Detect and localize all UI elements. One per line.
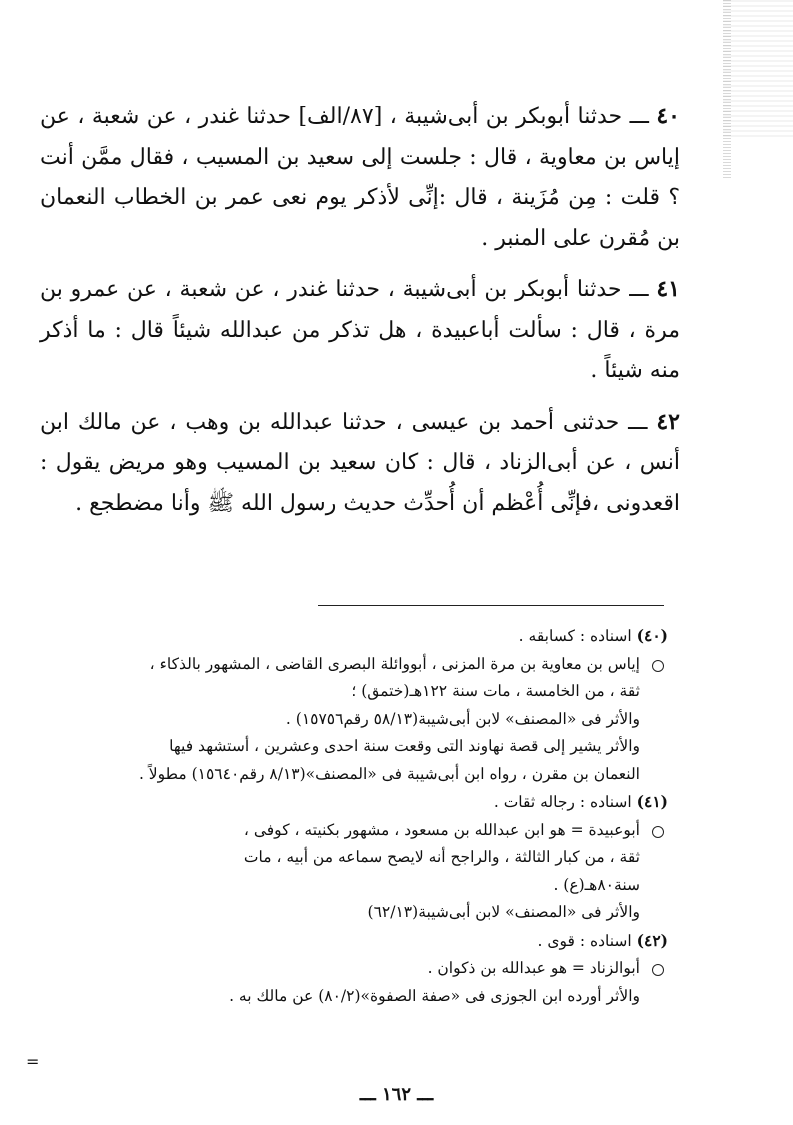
footnote-number: (٤٠) <box>636 626 668 645</box>
circle-bullet-icon <box>652 964 664 976</box>
paragraph-line: ابن أنس ، عن أبى‌الزناد ، قال : كان سعيد بن المسيب وهو <box>40 409 680 475</box>
footnote-bullet <box>46 651 668 706</box>
paragraph-line: حدثنا أبوبكر بن أبى‌شيبة ، حدثنا غندر ، عن شعبة ، عن <box>127 277 622 302</box>
paragraph-line: مريض يقول : اقعدونى ،فإنِّى أُعْظم أن أُحدِّث حديث رسول الله <box>40 450 680 516</box>
footnote-divider <box>318 605 664 606</box>
main-text <box>40 96 680 534</box>
footnote-line: النعمان بن مقرن ، رواه ابن أبى‌شيبة فى «المصنف»(٨/١٣ رقم١٥٦٤٠) مطولاً . <box>138 764 640 783</box>
footnote-line: إياس بن معاوية بن مرة المزنى ، أبووائلة البصرى القاضى ، المشهور بالذكاء ، <box>149 654 640 673</box>
hadith-paragraph-40: ٤٠ ـــ حدثنا أبوبكر بن أبى‌شيبة ، [٨٧/الف] حدثنا غندر ، عن شعبة ، عن إياس بن معاوية ، قال : جلست إلى سعيد بن المسيب ، فقال ممَّن أنت ؟ قلت : مِن مُزَينة ، قال :إنِّى لأذكر يوم نعى عمر بن الخطاب النعمان بن مُقرن على المنبر . <box>40 103 680 251</box>
paragraph-line: شعبة ، عن إياس بن معاوية ، قال : جلست إلى سعيد بن <box>40 104 680 170</box>
paragraph-line: قال : ما أذكر منه شيئاً . <box>40 317 680 383</box>
footnote-line: والأثر فى «المصنف» لابن أبى‌شيبة(٥٨/١٣ رقم١٥٧٥٦) . <box>285 709 640 728</box>
paragraph-line: يوم نعى عمر بن الخطاب النعمان بن مُقرن على المنبر . <box>40 185 680 251</box>
footnote-line: أبوعبيدة = هو ابن عبدالله بن مسعود ، مشهور بكنيته ، كوفى ، <box>243 820 640 839</box>
paragraph-line: حدثنى أحمد بن عيسى ، حدثنا عبدالله بن وهب ، عن مالك <box>77 409 620 435</box>
footnote-line: سنة٨٠هـ(ع) . <box>553 875 640 894</box>
footnote-head-42 <box>46 927 668 956</box>
circle-bullet-icon <box>652 660 664 672</box>
hadith-paragraph-41: ٤١ ـــ حدثنا أبوبكر بن أبى‌شيبة ، حدثنا غندر ، عن شعبة ، عن عمرو بن مرة ، قال : سألت أباعبيدة ، هل تذكر من عبدالله شيئاً قال : ما أذكر منه شيئاً . <box>40 276 681 383</box>
footnote-line: ثقة ، من الخامسة ، مات سنة ١٢٢هـ(ختمق) ؛ <box>351 682 640 700</box>
footnote-bullet <box>46 955 668 983</box>
paragraph-line: المسيب ، فقال ممَّن أنت ؟ قلت : مِن مُزَينة ، قال :إنِّى لأذكر <box>40 144 680 210</box>
footnote-head-40 <box>46 622 668 651</box>
footnote-head-text: اسناده : كسابقه . <box>518 627 632 645</box>
hadith-paragraph-42: ٤٢ ـــ حدثنى أحمد بن عيسى ، حدثنا عبدالله بن وهب ، عن مالك ابن أنس ، عن أبى‌الزناد ، قال : كان سعيد بن المسيب وهو مريض يقول : اقعدونى ،فإنِّى أُعْظم أن أُحدِّث حديث رسول الله ﷺ وأنا مضطجع . <box>40 408 680 516</box>
scan-edge-noise <box>723 0 793 140</box>
paragraph-line: ﷺ وأنا مضطجع . <box>75 490 235 516</box>
footnotes <box>46 622 668 1010</box>
page-number: ـــ ١٦٢ ـــ <box>359 1084 434 1105</box>
footnote-head-text: اسناده : رجاله ثقات . <box>493 793 632 811</box>
margin-mark: = <box>26 1052 40 1071</box>
paragraph-line: حدثنا أبوبكر بن أبى‌شيبة ، [٨٧/الف] حدثنا غندر ، عن <box>146 104 623 129</box>
footnote-head-41 <box>46 788 668 817</box>
footnote-line: والأثر فى «المصنف» لابن أبى‌شيبة(٦٢/١٣) <box>367 903 640 921</box>
circle-bullet-icon <box>652 826 664 838</box>
footnote-number: (٤٢) <box>636 930 668 950</box>
footnote-line: أبوالزناد = هو عبدالله بن ذكوان . <box>427 959 640 977</box>
footnote-line: والأثر يشير إلى قصة نهاوند التى وقعت سنة احدى وعشرين ، أستشهد فيها <box>169 737 640 755</box>
paragraph-number: ٤٠ <box>656 103 680 129</box>
footnote-bullet <box>46 817 668 900</box>
footnote-number: (٤١) <box>636 792 668 811</box>
paragraph-line: عمرو بن مرة ، قال : سألت أباعبيدة ، هل تذكر من عبدالله شيئاً <box>40 277 681 343</box>
footnote-line: والأثر أورده ابن الجوزى فى «صفة الصفوة»(٨٠/٢) عن مالك به . <box>229 986 640 1005</box>
footnote-line: ثقة ، من كبار الثالثة ، والراجح أنه لايصح سماعه من أبيه ، مات <box>243 848 640 866</box>
footnote-head-text: اسناده : قوى . <box>537 931 632 950</box>
paragraph-number: ٤٢ <box>656 408 680 435</box>
scan-edge-noise-strip <box>723 0 731 180</box>
paragraph-number: ٤١ <box>656 276 680 302</box>
